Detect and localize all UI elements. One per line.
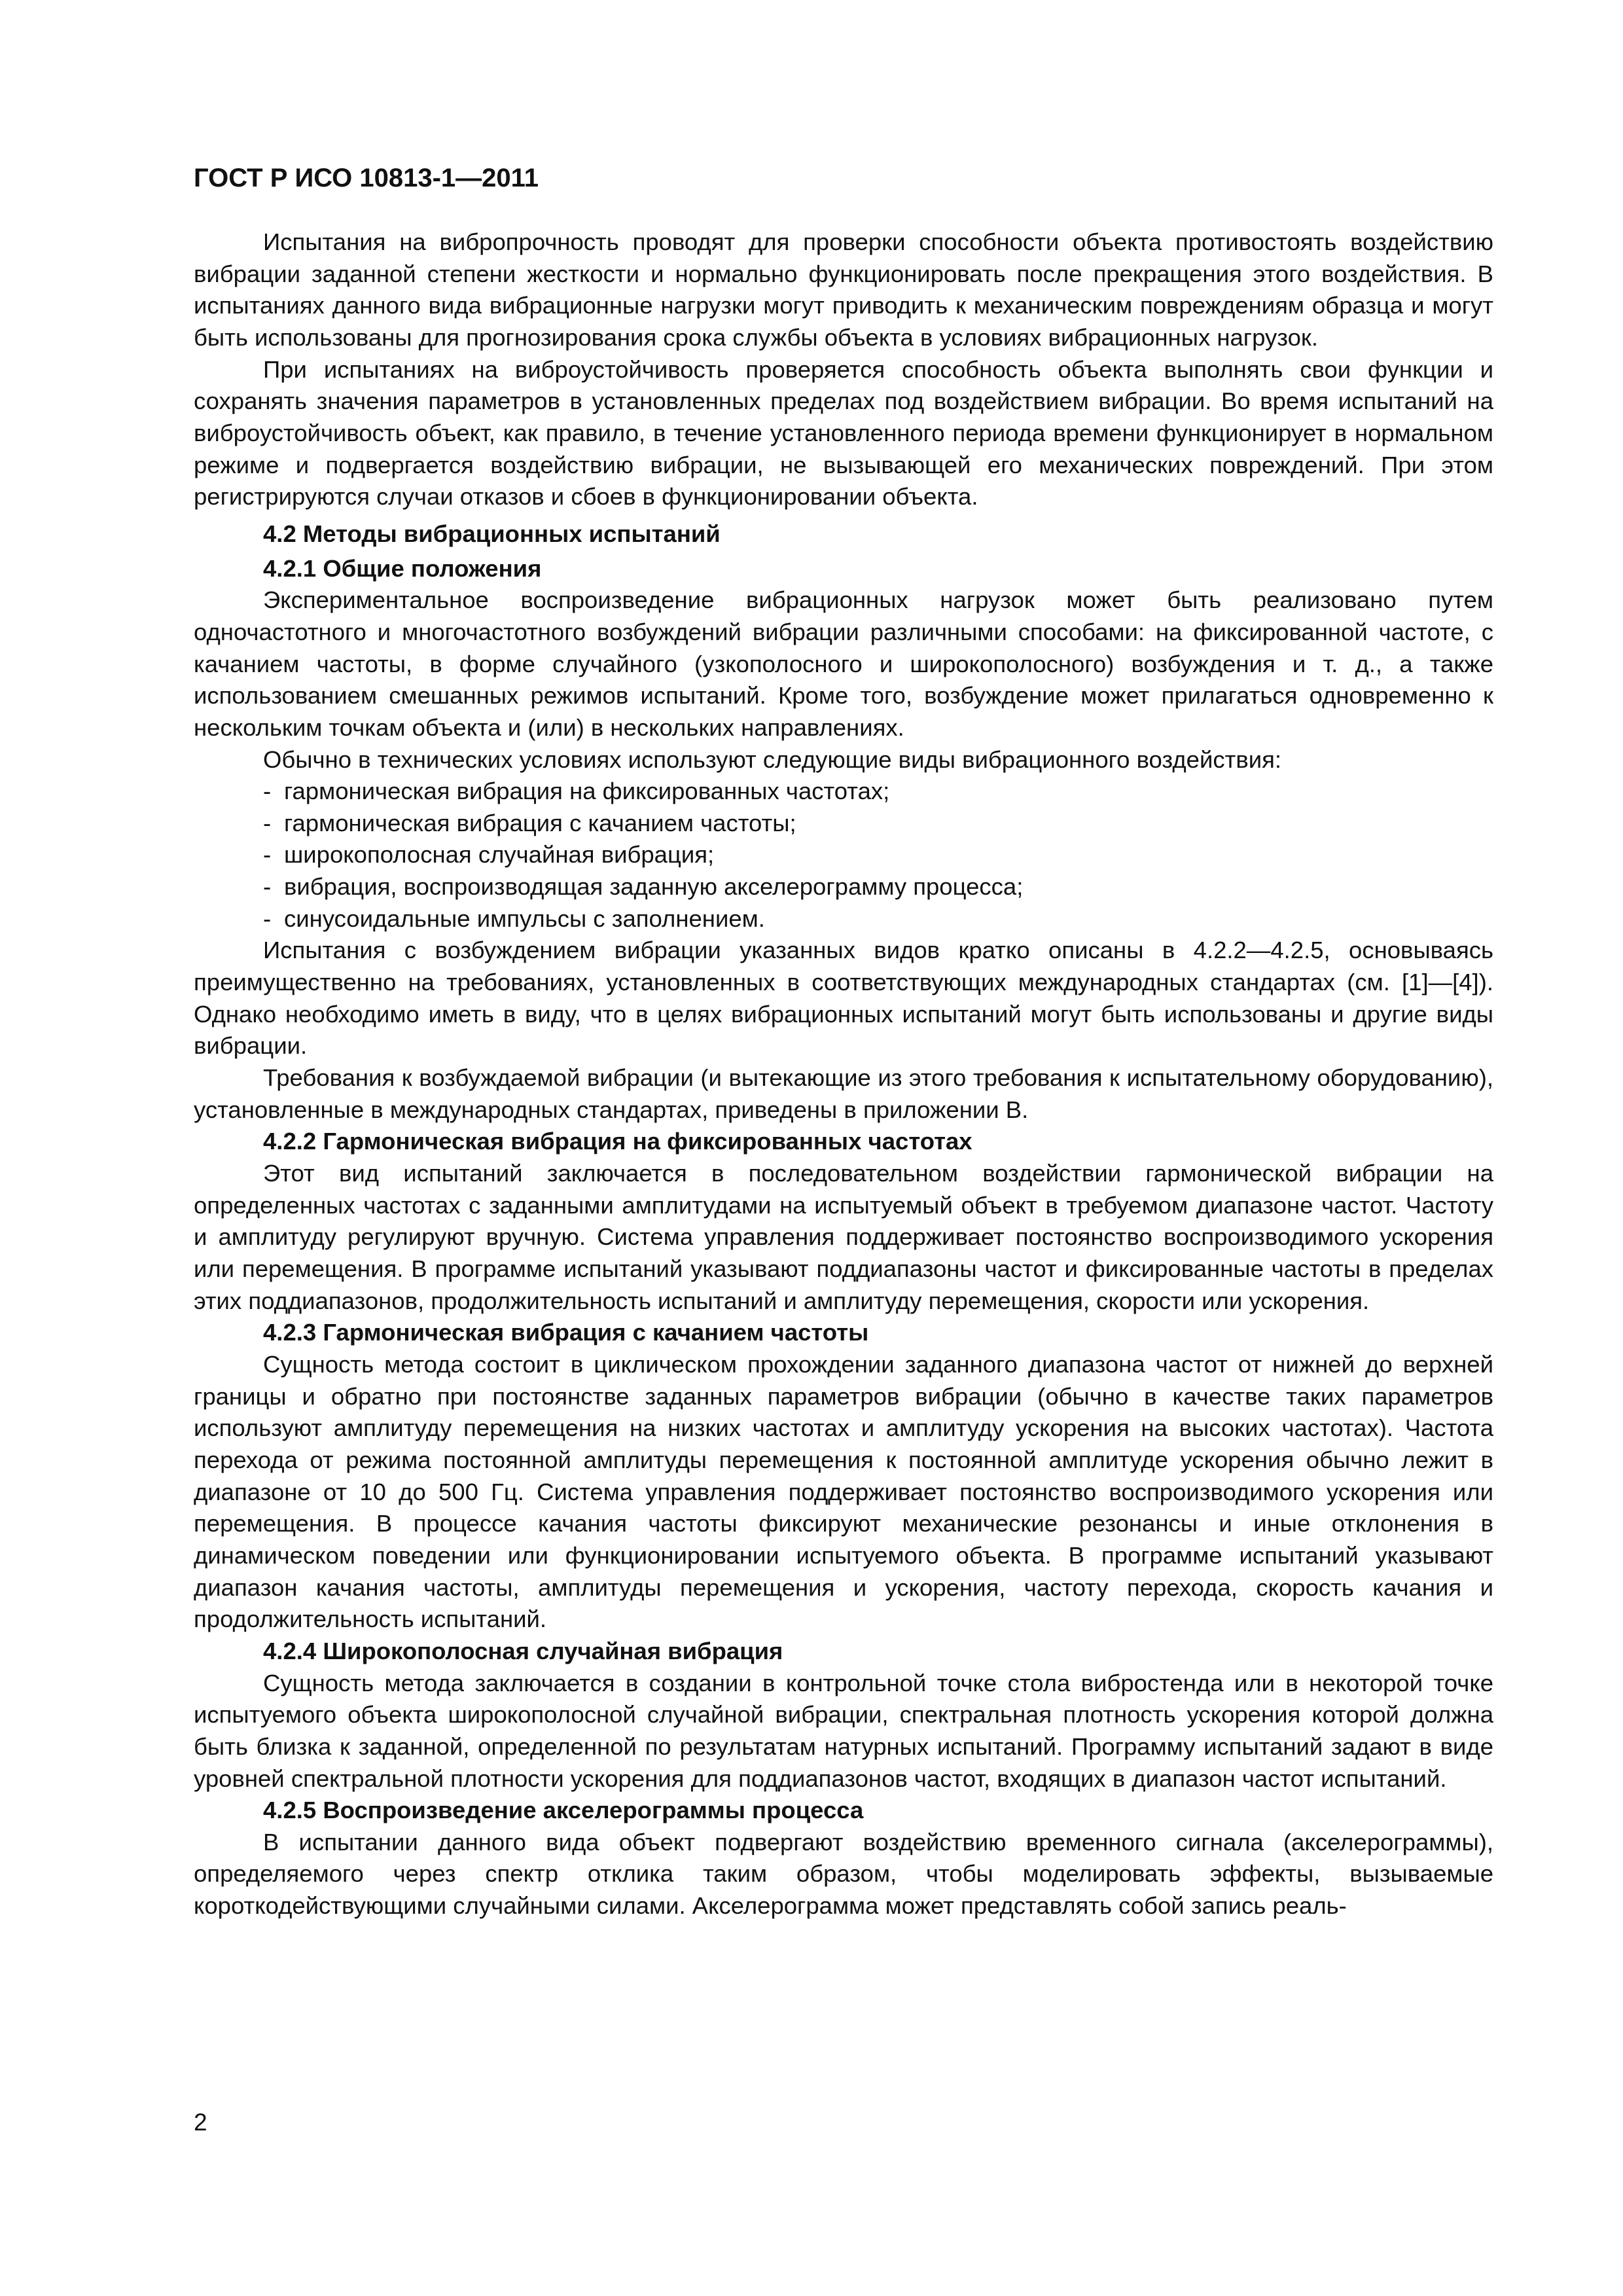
paragraph-4-2-5: В испытании данного вида объект подвергают воздействию временного сигнала (акселерограммы), определяемого через спектр отклика таким образом, чтобы моделировать эффекты, вызываемые короткодействующими случайными силами. Акселерограмма может представлять собой запись реаль- bbox=[194, 1828, 1493, 1920]
paragraph-4-2-3: Сущность метода состоит в циклическом прохождении заданного диапазона частот от нижней до верхней границы и обратно при постоянстве заданных параметров вибрации (обычно в качестве таких параметров используют амплитуду перемещения на низких частотах и амплитуду ускорения на высоких частотах). Частота перехода от режима постоянной амплитуды перемещения к постоянной амплитуде ускорения обычно лежит в диапазоне от 10 до 500 Гц. Система управления поддерживает постоянство воспроизводимого ускорения или перемещения. В процессе качания частоты фиксируют механические резонансы и иные отклонения в динамическом поведении или функционировании испытуемого объекта. В программе испытаний указывают диапазон качания частоты, амплитуды перемещения и ускорения, частоту перехода, скорость качания и продолжительность испытаний. bbox=[194, 1350, 1493, 1633]
paragraph-4-2-1-b: Обычно в технических условиях используют следующие виды вибрационного воздействия: bbox=[263, 745, 1282, 773]
subsection-heading-4-2-5: 4.2.5 Воспроизведение акселерограммы процесса bbox=[263, 1797, 864, 1824]
paragraph-vibration-resistance: При испытаниях на виброустойчивость проверяется способность объекта выполнять свои функции и сохранять значения параметров в установленных пределах под воздействием вибрации. Во время испытаний на виброустойчивость объект, как правило, в течение установленного периода времени функционирует в нормальном режиме и подвергается воздействию вибрации, не вызывающей его механических повреждений. При этом регистрируются случаи отказов и сбоев в функционировании объекта. bbox=[194, 355, 1493, 511]
list-item: - синусоидальные импульсы с заполнением. bbox=[263, 905, 765, 932]
document-body bbox=[194, 226, 1493, 1922]
subsection-heading-4-2-2: 4.2.2 Гармоническая вибрация на фиксированных частотах bbox=[263, 1128, 972, 1155]
paragraph-vibration-strength: Испытания на вибропрочность проводят для проверки способности объекта противостоять воздействию вибрации заданной степени жесткости и нормально функционировать после прекращения этого воздействия. В испытаниях данного вида вибрационные нагрузки могут приводить к механическим повреждениям образца и могут быть использованы для прогнозирования срока службы объекта в условиях вибрационных нагрузок. bbox=[194, 228, 1493, 351]
paragraph-4-2-1-d: Требования к возбуждаемой вибрации (и вытекающие из этого требования к испытательному оборудованию), установленные в международных стандартах, приведены в приложении В. bbox=[194, 1064, 1493, 1123]
subsection-heading-4-2-3: 4.2.3 Гармоническая вибрация с качанием частоты bbox=[263, 1319, 869, 1346]
paragraph-4-2-1-c: Испытания с возбуждением вибрации указанных видов кратко описаны в 4.2.2—4.2.5, основываясь преимущественно на требованиях, установленных в соответствующих международных стандартах (см. [1]—[4]). Однако необходимо иметь в виду, что в целях вибрационных испытаний могут быть использованы и другие виды вибрации. bbox=[194, 937, 1493, 1060]
section-heading-4-2: 4.2 Методы вибрационных испытаний bbox=[263, 520, 721, 547]
list-item: - гармоническая вибрация на фиксированных частотах; bbox=[263, 778, 890, 805]
page-number: 2 bbox=[194, 2109, 207, 2136]
list-item: - гармоническая вибрация с качанием частоты; bbox=[263, 809, 796, 836]
paragraph-4-2-4: Сущность метода заключается в создании в контрольной точке стола вибростенда или в некоторой точке испытуемого объекта широкополосной случайной вибрации, спектральная плотность ускорения которой должна быть близка к заданной, определенной по результатам натурных испытаний. Программу испытаний задают в виде уровней спектральной плотности ускорения для поддиапазонов частот, входящих в диапазон частот испытаний. bbox=[194, 1669, 1493, 1792]
paragraph-4-2-2: Этот вид испытаний заключается в последовательном воздействии гармонической вибрации на определенных частотах с заданными амплитудами на испытуемый объект в требуемом диапазоне частот. Частоту и амплитуду регулируют вручную. Система управления поддерживает постоянство воспроизводимого ускорения или перемещения. В программе испытаний указывают поддиапазоны частот и фиксированные частоты в пределах этих поддиапазонов, продолжительность испытаний и амплитуду перемещения, скорости или ускорения. bbox=[194, 1160, 1493, 1314]
document-header: ГОСТ Р ИСО 10813-1—2011 bbox=[194, 164, 539, 192]
vibration-types-list bbox=[194, 776, 1493, 935]
list-item: - широкополосная случайная вибрация; bbox=[263, 841, 715, 869]
list-item: - вибрация, воспроизводящая заданную акселерограмму процесса; bbox=[263, 873, 1024, 901]
subsection-heading-4-2-4: 4.2.4 Широкополосная случайная вибрация bbox=[263, 1637, 783, 1664]
subsection-heading-4-2-1: 4.2.1 Общие положения bbox=[263, 554, 542, 582]
paragraph-4-2-1-a: Экспериментальное воспроизведение вибрационных нагрузок может быть реализовано путем одночастотного и многочастотного возбуждений вибрации различными способами: на фиксированной частоте, с качанием частоты, в форме случайного (узкополосного и широкополосного) возбуждения и т. д., а также использованием смешанных режимов испытаний. Кроме того, возбуждение может прилагаться одновременно к нескольким точкам объекта и (или) в нескольких направлениях. bbox=[194, 586, 1493, 741]
